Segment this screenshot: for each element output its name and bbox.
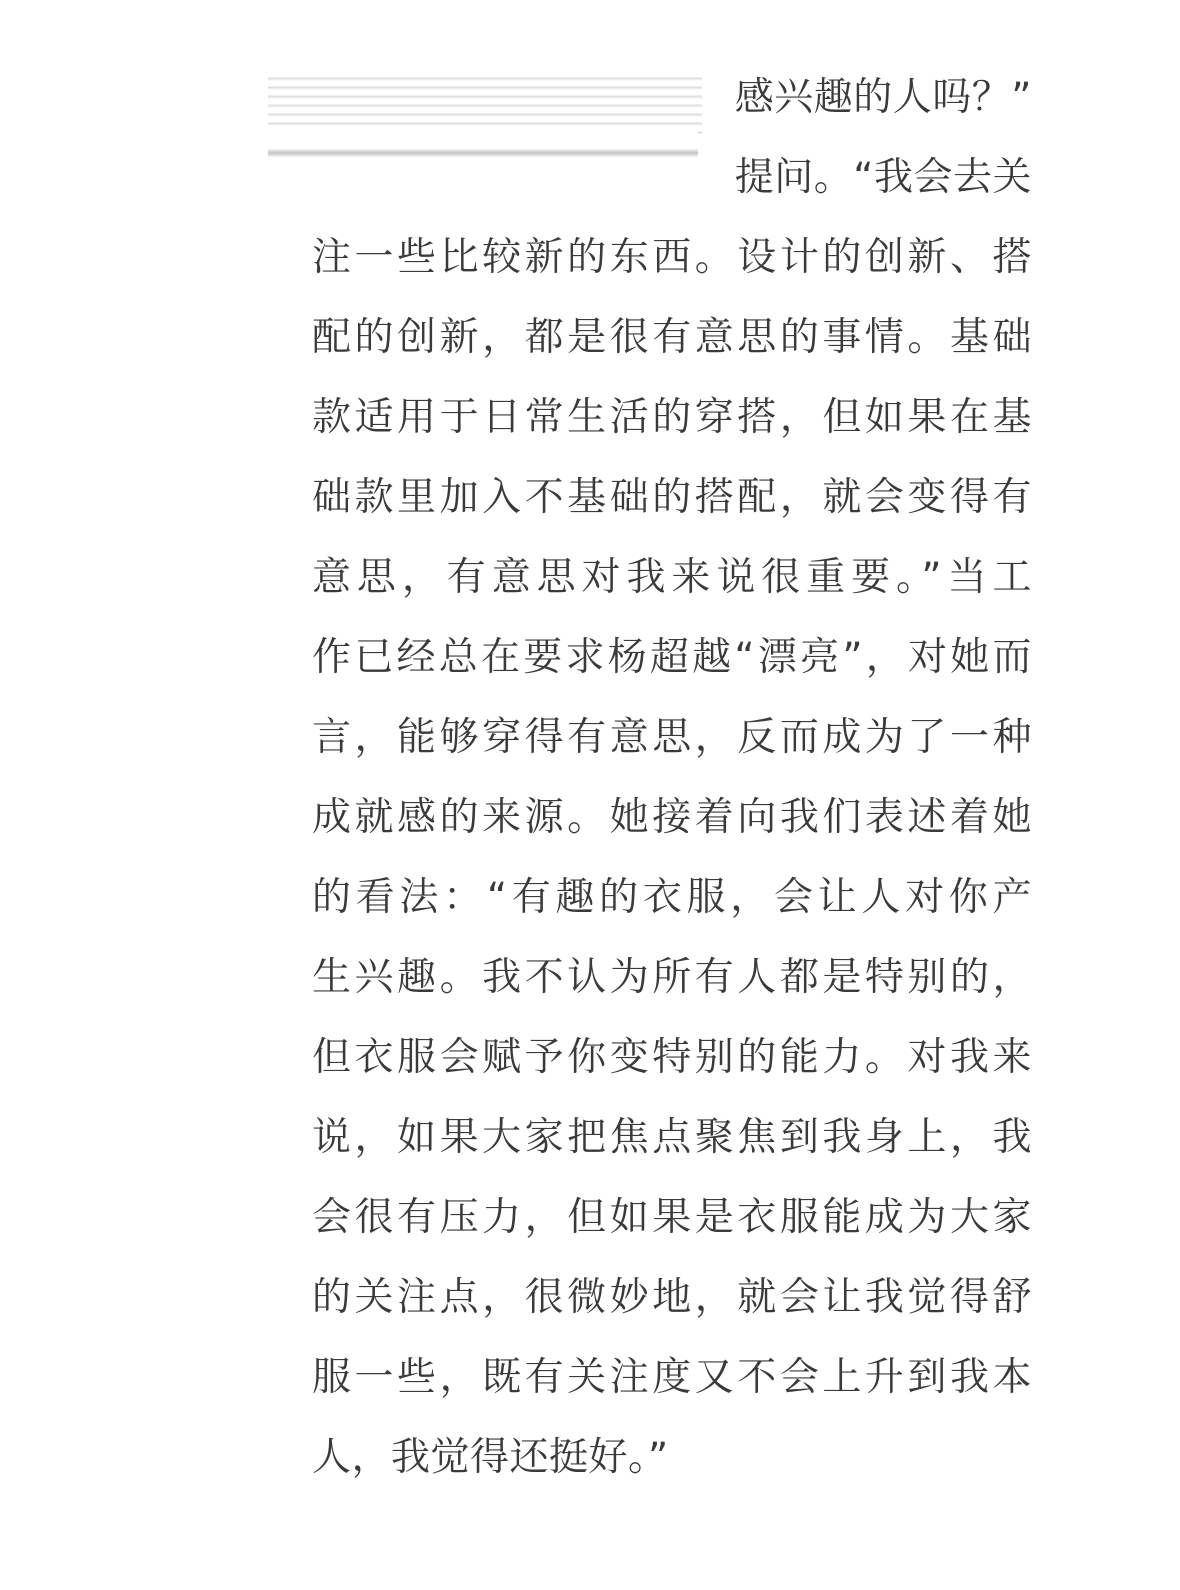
text-line-10: 成就感的来源。她接着向我们表述着她 [312, 795, 1032, 840]
text-line-4: 配的创新，都是很有意思的事情。基础 [312, 315, 1032, 360]
text-line-15: 会很有压力，但如果是衣服能成为大家 [312, 1195, 1032, 1240]
text-line-11: 的看法：“有趣的衣服，会让人对你产 [312, 875, 1032, 920]
text-line-18: 人，我觉得还挺好。” [312, 1435, 669, 1480]
text-line-5: 款适用于日常生活的穿搭，但如果在基 [312, 395, 1032, 440]
text-line-6: 础款里加入不基础的搭配，就会变得有 [312, 475, 1032, 520]
text-line-14: 说，如果大家把焦点聚焦到我身上，我 [312, 1115, 1032, 1160]
text-line-17: 服一些，既有关注度又不会上升到我本 [312, 1355, 1032, 1400]
text-line-7: 意思，有意思对我来说很重要。”当工 [312, 555, 1032, 600]
text-line-16: 的关注点，很微妙地，就会让我觉得舒 [312, 1275, 1032, 1320]
text-line-3: 注一些比较新的东西。设计的创新、搭 [312, 235, 1032, 280]
text-line-1: 感兴趣的人吗？” [734, 75, 1032, 120]
article-body [312, 58, 1032, 1498]
text-line-9: 言，能够穿得有意思，反而成为了一种 [312, 715, 1032, 760]
text-line-2: 提问。“我会去关 [734, 155, 1032, 200]
text-line-8: 作已经总在要求杨超越“漂亮”，对她而 [312, 635, 1032, 680]
text-line-12: 生兴趣。我不认为所有人都是特别的， [312, 955, 1032, 1000]
redaction-smear [268, 130, 698, 176]
redaction-smear [268, 72, 702, 134]
text-line-13: 但衣服会赋予你变特别的能力。对我来 [312, 1035, 1032, 1080]
